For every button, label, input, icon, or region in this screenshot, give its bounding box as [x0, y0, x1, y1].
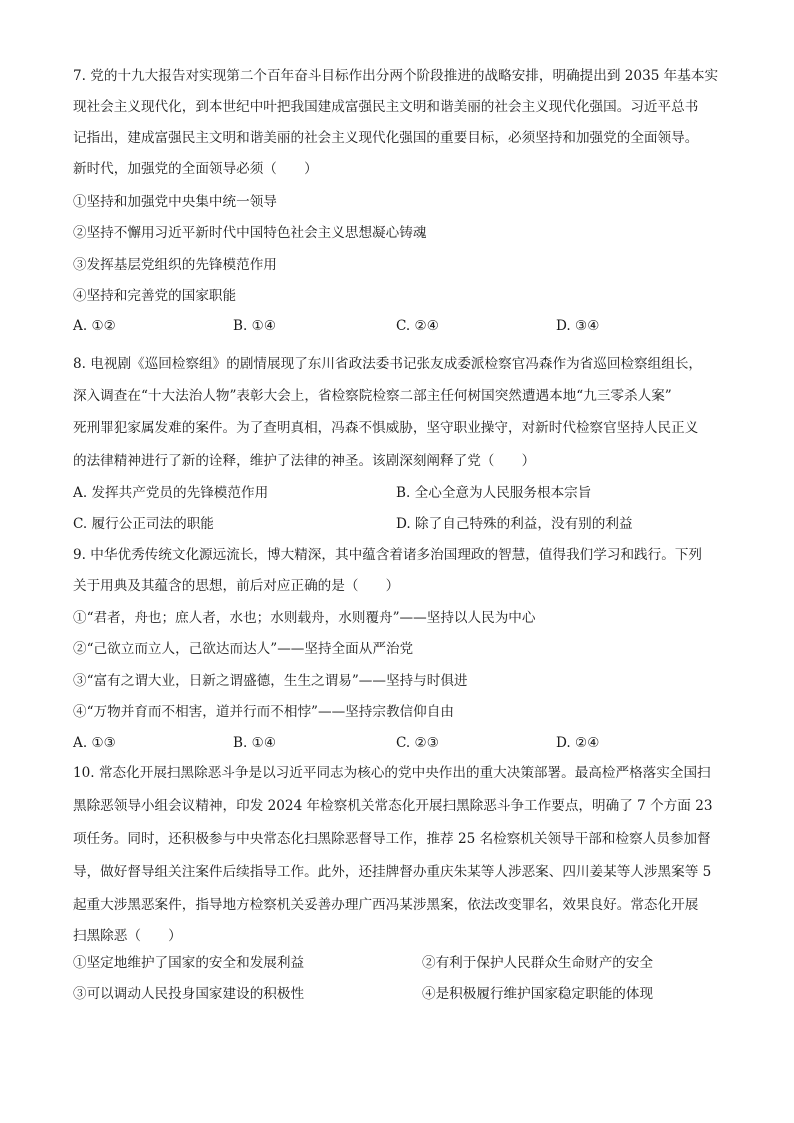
- statement-2: ②有利于保护人民群众生命财产的安全: [422, 955, 654, 971]
- option-a[interactable]: A. ①③: [73, 735, 116, 751]
- question-text-line: 死刑罪犯家属发难的案件。为了查明真相，冯森不惧威胁，坚守职业操守，对新时代检察官坚持人民正义: [73, 420, 699, 436]
- statement-4: ④是积极履行维护国家稳定职能的体现: [422, 986, 654, 1002]
- option-a[interactable]: A. ①②: [73, 318, 116, 334]
- statement-1: ①坚持和加强党中央集中统一领导: [73, 194, 277, 210]
- question-text-line: 项任务。同时，还积极参与中央常态化扫黑除恶督导工作，推荐 25 名检察机关领导干部和检察人员参加督: [73, 831, 711, 847]
- option-d[interactable]: D. ③④: [556, 318, 600, 334]
- option-d[interactable]: D. 除了自己特殊的利益，没有别的利益: [396, 516, 633, 532]
- option-c[interactable]: C. ②④: [396, 318, 439, 334]
- option-b[interactable]: B. ①④: [233, 318, 277, 334]
- statement-1: ①“君者，舟也；庶人者，水也；水则载舟，水则覆舟”——坚持以人民为中心: [73, 610, 536, 626]
- question-text-line: 深入调查在“十大法治人物”表彰大会上，省检察院检察二部主任何树国突然遭遇本地“九三零杀人案”: [73, 388, 672, 404]
- statement-4: ④坚持和完善党的国家职能: [73, 288, 237, 304]
- question-text-line: 新时代，加强党的全面领导必须（ ）: [73, 161, 318, 177]
- question-text-line: 扫黑除恶（ ）: [73, 928, 182, 944]
- question-text-line: 起重大涉黑恶案件，指导地方检察机关妥善办理广西冯某涉黑案，依法改变罪名，效果良好。常态化开展: [73, 897, 699, 913]
- statement-2: ②坚持不懈用习近平新时代中国特色社会主义思想凝心铸魂: [73, 225, 427, 241]
- question-text-line: 导，做好督导组关注案件后续指导工作。此外，还挂牌督办重庆朱某等人涉恶案、四川姜某等人涉黑案等 5: [73, 864, 712, 880]
- statement-4: ④“万物并育而不相害，道并行而不相悖”——坚持宗教信仰自由: [73, 704, 454, 720]
- option-c[interactable]: C. 履行公正司法的职能: [73, 516, 214, 532]
- statement-3: ③可以调动人民投身国家建设的积极性: [73, 986, 305, 1002]
- statement-2: ②“己欲立而立人，己欲达而达人”——坚持全面从严治党: [73, 641, 414, 657]
- option-c[interactable]: C. ②③: [396, 735, 439, 751]
- question-text-line: 10. 常态化开展扫黑除恶斗争是以习近平同志为核心的党中央作出的重大决策部署。最高检严格落实全国扫: [73, 765, 711, 781]
- option-b[interactable]: B. 全心全意为人民服务根本宗旨: [396, 485, 592, 501]
- question-text-line: 关于用典及其蕴含的思想，前后对应正确的是（ ）: [73, 578, 400, 594]
- question-text-line: 现社会主义现代化，到本世纪中叶把我国建成富强民主文明和谐美丽的社会主义现代化强国。习近平总书: [73, 99, 699, 115]
- statement-1: ①坚定地维护了国家的安全和发展利益: [73, 955, 305, 971]
- question-text-line: 的法律精神进行了新的诠释，维护了法律的神圣。该剧深刻阐释了党（ ）: [73, 453, 536, 469]
- option-d[interactable]: D. ②④: [556, 735, 600, 751]
- statement-3: ③“富有之谓大业，日新之谓盛德，生生之谓易”——坚持与时俱进: [73, 673, 468, 689]
- option-a[interactable]: A. 发挥共产党员的先锋模范作用: [73, 485, 269, 501]
- option-b[interactable]: B. ①④: [233, 735, 277, 751]
- question-text-line: 记指出，建成富强民主文明和谐美丽的社会主义现代化强国的重要目标，必须坚持和加强党的全面领导。: [73, 130, 699, 146]
- question-text-line: 9. 中华优秀传统文化源远流长，博大精深，其中蕴含着诸多治国理政的智慧，值得我们学习和践行。下列: [73, 547, 703, 563]
- question-text-line: 黑除恶领导小组会议精神，印发 2024 年检察机关常态化开展扫黑除恶斗争工作要点，明确了 7 个方面 23: [73, 798, 713, 814]
- question-text-line: 8. 电视剧《巡回检察组》的剧情展现了东川省政法委书记张友成委派检察官冯森作为省巡回检察组组长，: [73, 356, 703, 372]
- statement-3: ③发挥基层党组织的先锋模范作用: [73, 257, 277, 273]
- question-text-line: 7. 党的十九大报告对实现第二个百年奋斗目标作出分两个阶段推进的战略安排，明确提出到 2035 年基本实: [73, 68, 719, 84]
